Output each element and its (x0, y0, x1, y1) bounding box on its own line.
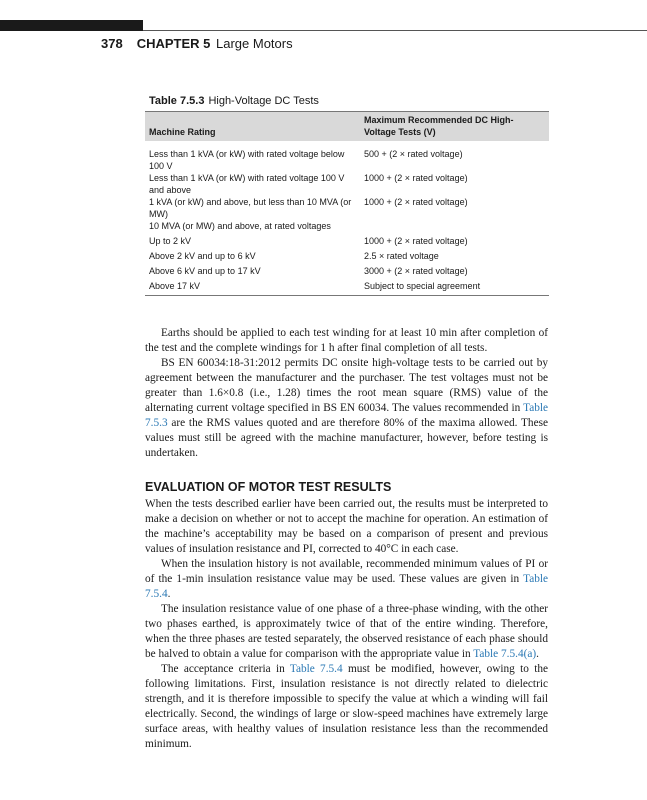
text-run: must be modified, however, owing to the following limitations. First, insulation resistance is not directly related to dielectric strength, and it is therefore impossible to specify the value at which a winding will fail electrically. Second, the windings of large or slow-speed machines have extremely large surface areas, with healthy values of insulation resistance less than the recommended minimum. (145, 663, 548, 750)
chapter-label: CHAPTER 5 (136, 36, 211, 51)
header-max-dc-test: Maximum Recommended DC High-Voltage Tests (V) (360, 112, 549, 142)
header-machine-rating: Machine Rating (145, 112, 360, 142)
paragraph (145, 356, 548, 461)
text-run: are the RMS values quoted and are therefore 80% of the maxima allowed. These values must still be agreed with the machine manufacturer, however, before testing is undertaken. (145, 417, 548, 459)
chapter-title: Large Motors (216, 36, 293, 51)
table-label: Table 7.5.3 (149, 95, 205, 107)
text-run: When the insulation history is not available, recommended minimum values of PI or of the 1-min insulation resistance value may be used. These values are given in (145, 558, 548, 585)
test-cell: 3000 + (2 × rated voltage) (364, 266, 468, 276)
page-number: 378 (101, 36, 123, 51)
table-row (145, 247, 549, 262)
text-run: The insulation resistance value of one phase of a three-phase winding, with the other two phases earthed, is approximately twice of that of the entire winding. Therefore, when the three phases are tested separately, the observed resistance of each phase should be halved to obtain a value for comparison with the appropriate value in (145, 603, 548, 660)
text-run: . (167, 588, 171, 600)
table-link[interactable]: Table 7.5.4 (289, 663, 343, 675)
section-heading: EVALUATION OF MOTOR TEST RESULTS (145, 480, 392, 494)
header-rule (143, 30, 647, 31)
paragraph (145, 602, 548, 662)
text-run: . (536, 648, 539, 660)
table-caption (149, 95, 319, 107)
paragraph: When the tests described earlier have been carried out, the results must be interpreted to make a decision on whether or not to accept the machine for operation. An estimation of the machine’s acceptability may be based on a comparison of present and previous values of insulation resistance and PI, corrected to 40°C in each case. (145, 498, 548, 555)
rating-cell: Less than 1 kVA (or kW) with rated voltage 100 V and above (149, 173, 345, 195)
text-run: The acceptance criteria in (161, 663, 285, 675)
paragraph (145, 557, 548, 602)
table-header-row (145, 112, 549, 142)
table-row (145, 196, 549, 220)
rating-cell: Less than 1 kVA (or kW) with rated voltage below 100 V (149, 149, 345, 171)
header-bar (0, 20, 143, 31)
test-cell (360, 220, 549, 232)
body-text-top (145, 326, 548, 461)
rating-cell: Above 2 kV and up to 6 kV (149, 251, 256, 261)
test-cell: 1000 + (2 × rated voltage) (364, 173, 468, 183)
table-link[interactable]: Table 7.5.4(a) (473, 648, 537, 660)
table-row (145, 277, 549, 296)
test-cell: 1000 + (2 × rated voltage) (364, 236, 468, 246)
text-run: BS EN 60034:18-31:2012 permits DC onsite high-voltage tests to be carried out by agreement between the manufacturer and the purchaser. The test voltages must not be greater than 1.6×0.8 (i.e., 1.28) times the root mean square (RMS) value of the alternating current voltage specified in BS EN 60034. The values recommended in (145, 357, 548, 414)
running-head (101, 36, 293, 51)
table-row (145, 172, 549, 196)
table-link[interactable]: Table 7.5.3 (145, 402, 549, 429)
table-title: High-Voltage DC Tests (208, 95, 319, 107)
rating-cell: Up to 2 kV (149, 236, 192, 246)
table-row (145, 220, 549, 232)
test-cell: 1000 + (2 × rated voltage) (364, 197, 468, 207)
body-text-section (145, 497, 548, 752)
paragraph (145, 662, 548, 752)
rating-cell: 1 kVA (or kW) and above, but less than 10 MVA (or MW) (149, 197, 352, 219)
test-cell: Subject to special agreement (360, 277, 549, 296)
rating-cell: Above 17 kV (145, 277, 360, 296)
rating-cell: Above 6 kV and up to 17 kV (149, 266, 261, 276)
paragraph: Earths should be applied to each test winding for at least 10 min after completion of the test and the complete windings for 1 h after final completion of all tests. (145, 327, 548, 354)
table-row (145, 232, 549, 247)
table-row (145, 141, 549, 172)
high-voltage-dc-tests-table (145, 111, 549, 296)
table-link[interactable]: Table 7.5.4 (145, 573, 549, 600)
table-row (145, 262, 549, 277)
test-cell: 500 + (2 × rated voltage) (364, 149, 463, 159)
test-cell: 2.5 × rated voltage (364, 251, 439, 261)
rating-cell: 10 MVA (or MW) and above, at rated voltages (149, 221, 331, 231)
